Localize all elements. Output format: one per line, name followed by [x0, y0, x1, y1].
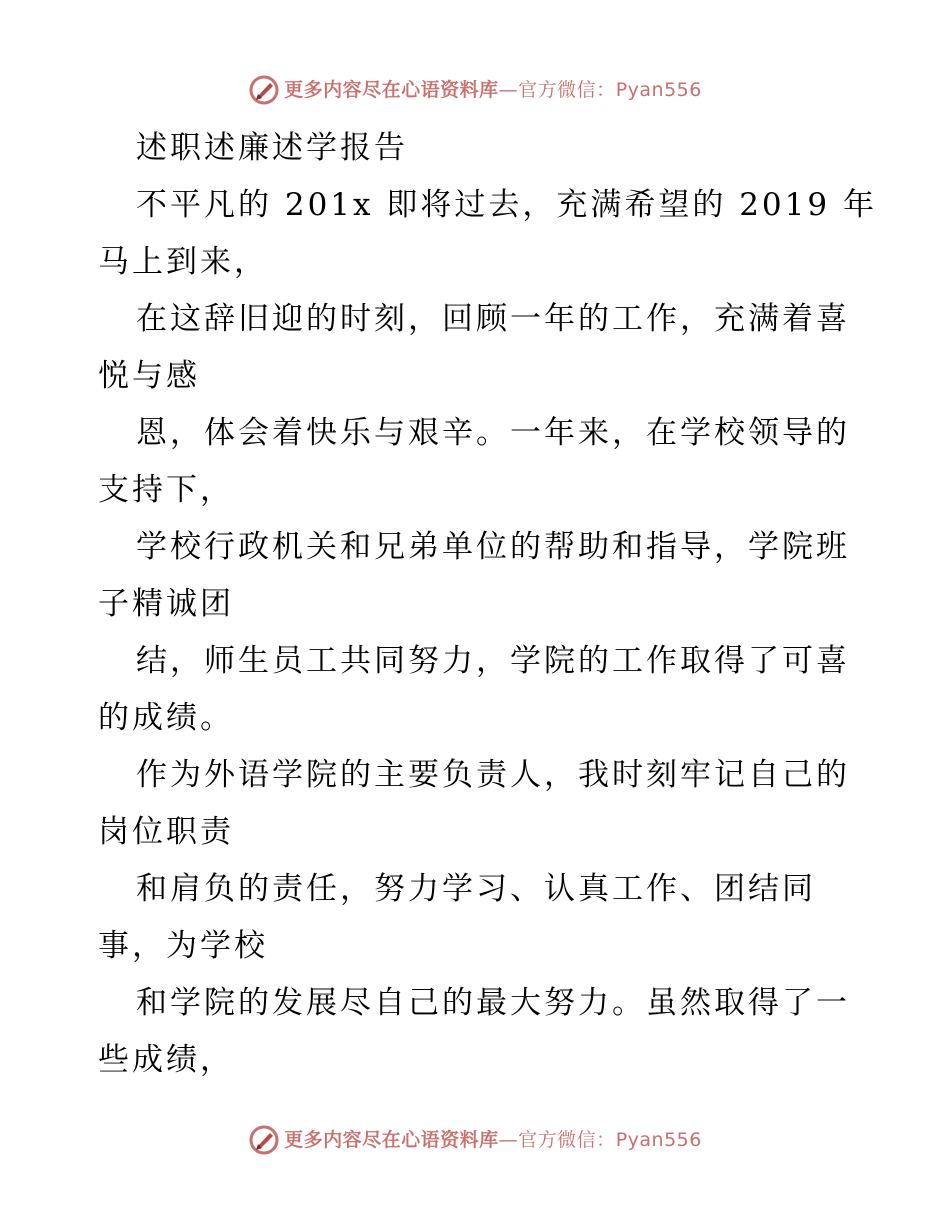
banner-wechat-label: 官方微信： [518, 79, 616, 101]
paragraph-line: 和学院的发展尽自己的最大努力。虽然取得了一 [136, 985, 850, 1021]
paragraph-line: 事，为学校 [98, 928, 268, 964]
banner-wechat-id: Pyan556 [615, 1129, 702, 1151]
header-banner [0, 72, 950, 108]
banner-separator: — [498, 79, 519, 101]
paragraph-line: 结，师生员工共同努力，学院的工作取得了可喜 [136, 643, 850, 679]
paragraph-line: 的成绩。 [98, 700, 234, 736]
document-title: 述职述廉述学报告 [136, 130, 408, 166]
paragraph-line: 些成绩， [98, 1042, 234, 1078]
document-body [98, 120, 877, 1089]
document-seal-icon [248, 74, 280, 106]
paragraph-line: 学校行政机关和兄弟单位的帮助和指导，学院班 [136, 529, 850, 565]
paragraph-line: 和肩负的责任，努力学习、认真工作、团结同 [136, 871, 816, 907]
paragraph-line: 子精诚团 [98, 586, 234, 622]
paragraph-line: 支持下， [98, 472, 234, 508]
paragraph-line: 作为外语学院的主要负责人，我时刻牢记自己的 [136, 757, 850, 793]
banner-wechat-label: 官方微信： [518, 1129, 616, 1151]
paragraph-line: 岗位职责 [98, 814, 234, 850]
banner-wechat-id: Pyan556 [615, 79, 702, 101]
paragraph-line: 不平凡的 201x 即将过去，充满希望的 2019 年 [136, 187, 877, 223]
paragraph-line: 在这辞旧迎的时刻，回顾一年的工作，充满着喜 [136, 301, 850, 337]
footer-banner [0, 1122, 950, 1158]
banner-title: 更多内容尽在心语资料库 [284, 1129, 499, 1151]
paragraph-line: 马上到来， [98, 244, 268, 280]
banner-title: 更多内容尽在心语资料库 [284, 79, 499, 101]
document-seal-icon [248, 1124, 280, 1156]
paragraph-line: 悦与感 [98, 358, 200, 394]
paragraph-line: 恩，体会着快乐与艰辛。一年来，在学校领导的 [136, 415, 850, 451]
banner-separator: — [498, 1129, 519, 1151]
